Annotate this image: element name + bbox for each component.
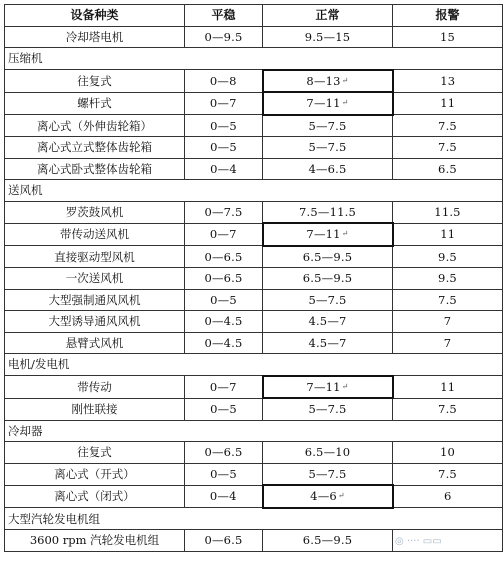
normal-range-cell: 6.5—9.5	[263, 530, 393, 552]
alarm-value-cell: 7.5	[393, 115, 503, 137]
table-row	[5, 463, 503, 485]
table-row	[5, 376, 503, 399]
alarm-value-cell: 7.5	[393, 289, 503, 311]
return-mark-icon: ↵	[341, 381, 349, 391]
section-row	[5, 354, 503, 376]
alarm-value-cell: 11	[393, 92, 503, 115]
alarm-value-cell: 10	[393, 442, 503, 464]
stable-range-cell: 0—6.5	[185, 268, 263, 290]
normal-range-text: 8—13	[306, 73, 341, 88]
section-title: 送风机	[5, 180, 503, 202]
return-mark-icon: ↵	[341, 98, 349, 108]
device-name-cell: 大型诱导通风风机	[5, 311, 185, 333]
table-row	[5, 158, 503, 180]
alarm-value-cell: 11	[393, 223, 503, 246]
alarm-value-cell: 9.5	[393, 268, 503, 290]
normal-range-text: 7—11	[306, 227, 341, 242]
device-name-cell: 3600 rpm 汽轮发电机组	[5, 530, 185, 552]
section-row	[5, 180, 503, 202]
normal-range-cell	[263, 92, 393, 115]
table-body	[5, 26, 503, 551]
alarm-value-cell: 15	[393, 26, 503, 48]
device-name-cell: 罗茨鼓风机	[5, 201, 185, 223]
device-name-cell: 带传动送风机	[5, 223, 185, 246]
section-title: 电机/发电机	[5, 354, 503, 376]
stable-range-cell: 0—7	[185, 92, 263, 115]
stable-range-cell: 0—6.5	[185, 530, 263, 552]
stable-range-cell: 0—5	[185, 115, 263, 137]
alarm-value-cell: 7.5	[393, 137, 503, 159]
header-row	[5, 5, 503, 27]
header-stable: 平稳	[185, 5, 263, 27]
device-name-cell: 往复式	[5, 442, 185, 464]
section-title: 冷却器	[5, 420, 503, 442]
alarm-value-cell: 11	[393, 376, 503, 399]
device-name-cell: 离心式（外伸齿轮箱）	[5, 115, 185, 137]
stable-range-cell: 0—6.5	[185, 442, 263, 464]
device-name-cell: 刚性联接	[5, 398, 185, 420]
table-row	[5, 223, 503, 246]
stable-range-cell: 0—4	[185, 158, 263, 180]
table-row	[5, 201, 503, 223]
stable-range-cell: 0—6.5	[185, 246, 263, 268]
table-row	[5, 246, 503, 268]
normal-range-cell: 7.5—11.5	[263, 201, 393, 223]
alarm-value-cell: 13	[393, 70, 503, 93]
stable-range-cell: 0—7	[185, 376, 263, 399]
device-name-cell: 带传动	[5, 376, 185, 399]
normal-range-cell	[263, 376, 393, 399]
alarm-value-cell: 9.5	[393, 246, 503, 268]
table-row	[5, 92, 503, 115]
normal-range-cell: 6.5—9.5	[263, 268, 393, 290]
normal-range-cell: 4.5—7	[263, 311, 393, 333]
device-name-cell: 悬臂式风机	[5, 332, 185, 354]
normal-range-cell: 5—7.5	[263, 115, 393, 137]
alarm-value-cell: 11.5	[393, 201, 503, 223]
alarm-value-cell: 7	[393, 332, 503, 354]
section-title: 压缩机	[5, 48, 503, 70]
stable-range-cell: 0—8	[185, 70, 263, 93]
vibration-standard-table	[4, 4, 503, 552]
table-row	[5, 485, 503, 508]
device-name-cell: 一次送风机	[5, 268, 185, 290]
section-row	[5, 48, 503, 70]
device-name-cell: 冷却塔电机	[5, 26, 185, 48]
header-normal: 正常	[263, 5, 393, 27]
device-name-cell: 螺杆式	[5, 92, 185, 115]
section-row	[5, 508, 503, 530]
table-row	[5, 115, 503, 137]
return-mark-icon: ↵	[341, 229, 349, 239]
device-name-cell: 离心式立式整体齿轮箱	[5, 137, 185, 159]
table-row	[5, 311, 503, 333]
table-row	[5, 26, 503, 48]
watermark-logo: ◎ ···· ▭▭	[395, 536, 442, 547]
alarm-value-cell: 6	[393, 485, 503, 508]
stable-range-cell: 0—5	[185, 398, 263, 420]
normal-range-cell: 6.5—10	[263, 442, 393, 464]
table-row	[5, 398, 503, 420]
stable-range-cell: 0—5	[185, 463, 263, 485]
normal-range-cell: 6.5—9.5	[263, 246, 393, 268]
stable-range-cell: 0—4.5	[185, 311, 263, 333]
stable-range-cell: 0—4	[185, 485, 263, 508]
table-row	[5, 332, 503, 354]
normal-range-cell: 9.5—15	[263, 26, 393, 48]
section-row	[5, 420, 503, 442]
normal-range-text: 7—11	[306, 379, 341, 394]
return-mark-icon: ↵	[341, 75, 349, 85]
normal-range-cell: 5—7.5	[263, 289, 393, 311]
table-row	[5, 137, 503, 159]
stable-range-cell: 0—7	[185, 223, 263, 246]
table-row	[5, 442, 503, 464]
normal-range-cell	[263, 223, 393, 246]
stable-range-cell: 0—5	[185, 289, 263, 311]
device-name-cell: 往复式	[5, 70, 185, 93]
device-name-cell: 离心式（闭式）	[5, 485, 185, 508]
alarm-value-cell: 6.5	[393, 158, 503, 180]
stable-range-cell: 0—7.5	[185, 201, 263, 223]
normal-range-cell: 4—6.5	[263, 158, 393, 180]
device-name-cell: 大型强制通风风机	[5, 289, 185, 311]
header-alarm: 报警	[393, 5, 503, 27]
normal-range-text: 4—6	[310, 489, 337, 504]
stable-range-cell: 0—5	[185, 137, 263, 159]
normal-range-cell: 5—7.5	[263, 398, 393, 420]
table-row	[5, 70, 503, 93]
normal-range-cell	[263, 70, 393, 93]
device-name-cell: 直接驱动型风机	[5, 246, 185, 268]
device-name-cell: 离心式（开式）	[5, 463, 185, 485]
stable-range-cell: 0—9.5	[185, 26, 263, 48]
return-mark-icon: ↵	[337, 491, 345, 501]
normal-range-cell: 5—7.5	[263, 137, 393, 159]
stable-range-cell: 0—4.5	[185, 332, 263, 354]
normal-range-cell	[263, 485, 393, 508]
normal-range-cell: 5—7.5	[263, 463, 393, 485]
normal-range-text: 7—11	[306, 96, 341, 111]
device-name-cell: 离心式卧式整体齿轮箱	[5, 158, 185, 180]
alarm-value-cell: 7	[393, 311, 503, 333]
normal-range-cell: 4.5—7	[263, 332, 393, 354]
table-row	[5, 289, 503, 311]
alarm-value-cell: 7.5	[393, 463, 503, 485]
table-row	[5, 268, 503, 290]
alarm-value-cell: 7.5	[393, 398, 503, 420]
header-device-type: 设备种类	[5, 5, 185, 27]
section-title: 大型汽轮发电机组	[5, 508, 503, 530]
